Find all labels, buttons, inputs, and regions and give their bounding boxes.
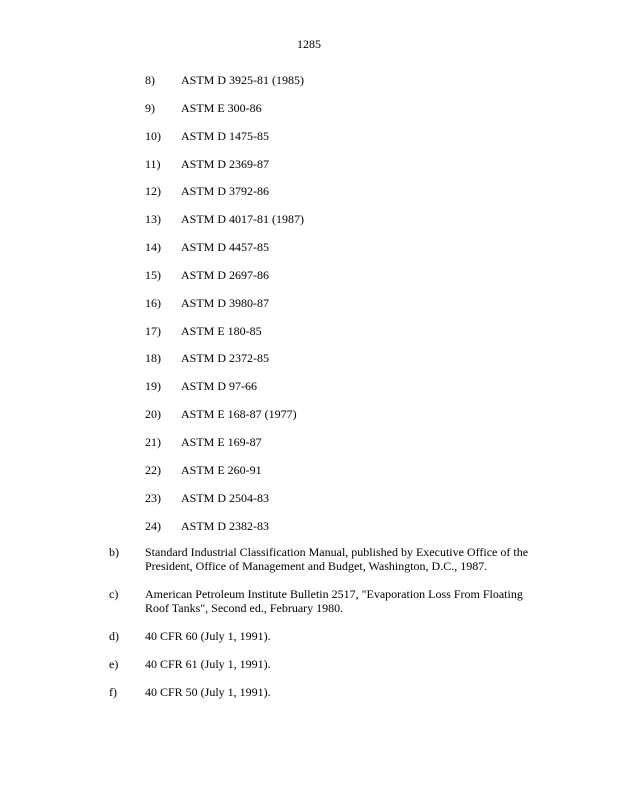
- reference-item: [0, 685, 618, 699]
- item-number: 20): [145, 407, 161, 422]
- item-text: ASTM D 2372-85: [181, 351, 270, 366]
- reference-letter: c): [109, 587, 119, 601]
- item-text: ASTM D 97-66: [181, 379, 258, 394]
- item-text: ASTM D 4017-81 (1987): [181, 212, 304, 227]
- item-text: ASTM E 260-91: [181, 462, 262, 477]
- reference-text: 40 CFR 60 (July 1, 1991).: [145, 629, 271, 643]
- item-number: 8): [145, 73, 155, 87]
- list-item: [0, 435, 618, 463]
- item-text: ASTM D 3792-86: [181, 184, 270, 199]
- reference-text: American Petroleum Institute Bulletin 2517, "Evaporation Loss From Floating Roof Tanks", Second ed., February 1980.: [145, 587, 523, 615]
- list-item: [0, 296, 618, 324]
- references-list: [0, 545, 618, 713]
- item-text: ASTM E 300-86: [181, 100, 262, 115]
- reference-text: 40 CFR 61 (July 1, 1991).: [145, 657, 271, 671]
- item-number: 9): [145, 100, 155, 115]
- list-item: [0, 351, 618, 379]
- item-number: 22): [145, 462, 161, 477]
- item-text: ASTM D 3925-81 (1985): [181, 73, 304, 87]
- list-item: [0, 463, 618, 491]
- item-text: ASTM E 169-87: [181, 434, 262, 449]
- item-number: 19): [145, 379, 161, 394]
- item-number: 14): [145, 240, 161, 255]
- item-number: 15): [145, 267, 161, 282]
- page-number: 1285: [297, 37, 321, 51]
- list-item: [0, 240, 618, 268]
- item-text: ASTM E 180-85: [181, 323, 262, 338]
- item-text: ASTM D 2382-83: [181, 518, 270, 533]
- item-number: 17): [145, 323, 161, 338]
- reference-letter: d): [109, 629, 119, 643]
- item-text: ASTM D 3980-87: [181, 295, 270, 310]
- reference-text: Standard Industrial Classification Manual, published by Executive Office of the President, Office of Management and Budget, Washington, D.C., 1987.: [145, 545, 529, 573]
- item-number: 21): [145, 434, 161, 449]
- item-text: ASTM D 2504-83: [181, 490, 270, 505]
- list-item: [0, 101, 618, 129]
- item-number: 13): [145, 212, 161, 227]
- item-number: 23): [145, 490, 161, 505]
- list-item: [0, 407, 618, 435]
- item-number: 11): [145, 156, 161, 171]
- reference-text: 40 CFR 50 (July 1, 1991).: [145, 685, 271, 699]
- reference-item: [0, 629, 618, 643]
- item-text: ASTM E 168-87 (1977): [181, 407, 297, 422]
- item-text: ASTM D 1475-85: [181, 128, 270, 143]
- item-number: 12): [145, 184, 161, 199]
- list-item: [0, 157, 618, 185]
- item-number: 16): [145, 295, 161, 310]
- list-item: [0, 129, 618, 157]
- list-item: [0, 491, 618, 519]
- list-item: [0, 519, 618, 547]
- item-text: ASTM D 4457-85: [181, 240, 270, 255]
- list-item: [0, 73, 618, 101]
- reference-letter: f): [109, 685, 117, 699]
- list-item: [0, 379, 618, 407]
- reference-item: [0, 587, 618, 615]
- item-number: 10): [145, 128, 161, 143]
- item-number: 18): [145, 351, 161, 366]
- reference-item: [0, 657, 618, 671]
- standards-list: [0, 73, 618, 546]
- item-text: ASTM D 2369-87: [181, 156, 270, 171]
- reference-letter: b): [109, 545, 119, 559]
- list-item: [0, 212, 618, 240]
- reference-item: [0, 545, 618, 573]
- item-number: 24): [145, 518, 161, 533]
- list-item: [0, 268, 618, 296]
- item-text: ASTM D 2697-86: [181, 267, 270, 282]
- list-item: [0, 184, 618, 212]
- reference-letter: e): [109, 657, 119, 671]
- list-item: [0, 324, 618, 352]
